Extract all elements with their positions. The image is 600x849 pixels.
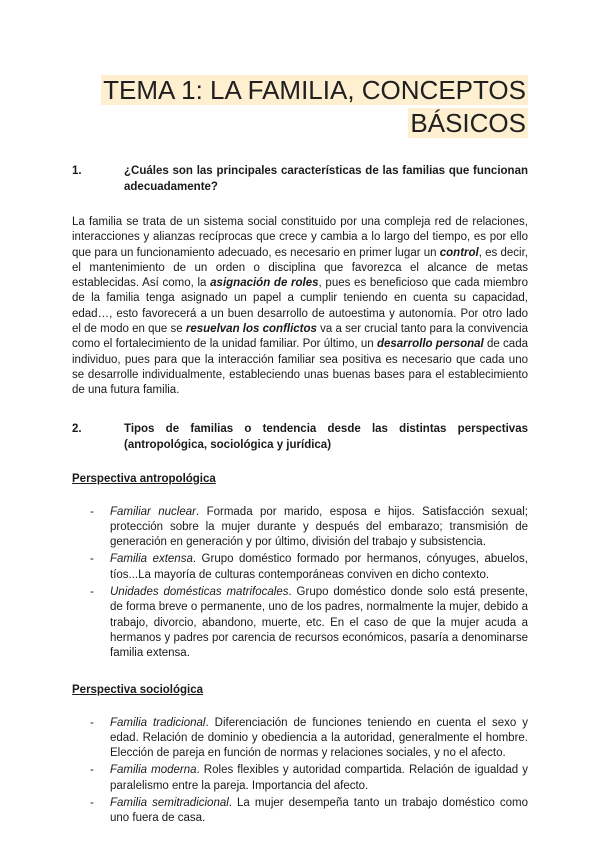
page-title [72, 74, 528, 140]
item-term: Unidades domésticas matrifocales [110, 586, 289, 599]
item-term: Familia tradicional [110, 716, 206, 729]
question-text: Tipos de familias o tendencia desde las distintas perspectivas (antropológica, sociológica y jurídica) [124, 422, 528, 451]
emphasis-control: control [439, 246, 479, 259]
list-item [72, 716, 528, 762]
question-number: 2. [72, 422, 82, 435]
emphasis-conflicts: resuelvan los conflictos [185, 323, 317, 336]
section-heading-anthropological: Perspectiva antropológica [72, 472, 216, 485]
emphasis-roles: asignación de roles [210, 277, 319, 290]
document-body [72, 163, 528, 849]
list-item [72, 585, 528, 661]
list-item [72, 552, 528, 583]
question-1 [72, 163, 528, 195]
text-run: va a ser crucial tanto para la convivencia como el fortalecimiento de la unidad familiar. Por último, un [72, 323, 528, 351]
title-line-2: BÁSICOS [410, 108, 526, 138]
item-text: . Grupo doméstico formado por hermanos, cónyuges, abuelos, tíos...La mayoría de culturas contemporáneas conviven en dicho contexto. [110, 553, 528, 581]
text-run: La familia se trata de un sistema social constituido por una compleja red de relaciones, interacciones y alianzas recíprocas que crece y cambia a lo largo del tiempo, es por ello que para un funcionamiento adecuado, es necesario en primer lugar un [72, 216, 528, 259]
text-run: de cada individuo, pues para que la interacción familiar sea positiva es necesario que cada uno se desarrolle individualmente, estableciendo unas buenas bases para el establecimiento de una futura familia. [72, 338, 528, 397]
sociological-list [72, 716, 528, 827]
anthropological-list [72, 505, 528, 662]
item-text: . La mujer desempeña tanto un trabajo doméstico como uno fuera de casa. [110, 797, 528, 825]
list-item [72, 763, 528, 794]
item-term: Familia semitradicional [110, 797, 229, 810]
question-text: ¿Cuáles son las principales características de las familias que funcionan adecuadamente? [124, 165, 528, 193]
list-item [72, 505, 528, 551]
question-2 [72, 421, 528, 453]
text-run: , pues es beneficioso que cada miembro de la familia tenga asignado un papel a cumplir teniendo en cuenta su capacidad, edad…, esto favorecerá a un buen desarrollo de autoestima y autonomía. Por otro lado el de modo en que se [72, 277, 529, 336]
item-text: . Grupo doméstico donde solo está presente, de forma breve o permanente, uno de los padres, normalmente la mujer, debido a trabajo, divorcio, abandono, muerte, etc. En el caso de que la mujer acuda a hermanos y padres por carencia de recursos económicos, pasaría a denominarse familia extensa. [110, 586, 528, 660]
list-item [72, 796, 528, 827]
answer-paragraph [72, 215, 528, 399]
emphasis-development: desarrollo personal [376, 338, 484, 351]
title-line-1: TEMA 1: LA FAMILIA, CONCEPTOS [103, 75, 526, 105]
section-heading-sociological: Perspectiva sociológica [72, 683, 204, 696]
question-number: 1. [72, 165, 82, 177]
item-text: . Formada por marido, esposa e hijos. Satisfacción sexual; protección sobre la mujer durante y después del embarazo; transmisión de generación en generación y por último, división del trabajo y subsistencia. [110, 505, 528, 549]
item-term: Familiar nuclear [110, 505, 196, 518]
item-text: . Diferenciación de funciones teniendo en cuenta el sexo y edad. Relación de dominio y obediencia a la autoridad, generalmente el hombre. Elección de pareja en función de normas y relaciones sociales, y no el afecto. [110, 716, 528, 760]
text-run: , es decir, el mantenimiento de un orden o disciplina que favorezca el alcance de metas establecidas. Así como, la [72, 246, 528, 290]
item-term: Familia extensa [110, 553, 193, 566]
item-term: Familia moderna [110, 764, 197, 777]
item-text: . Roles flexibles y autoridad compartida. Relación de igualdad y paralelismo entre la pareja. Importancia del afecto. [110, 764, 528, 792]
